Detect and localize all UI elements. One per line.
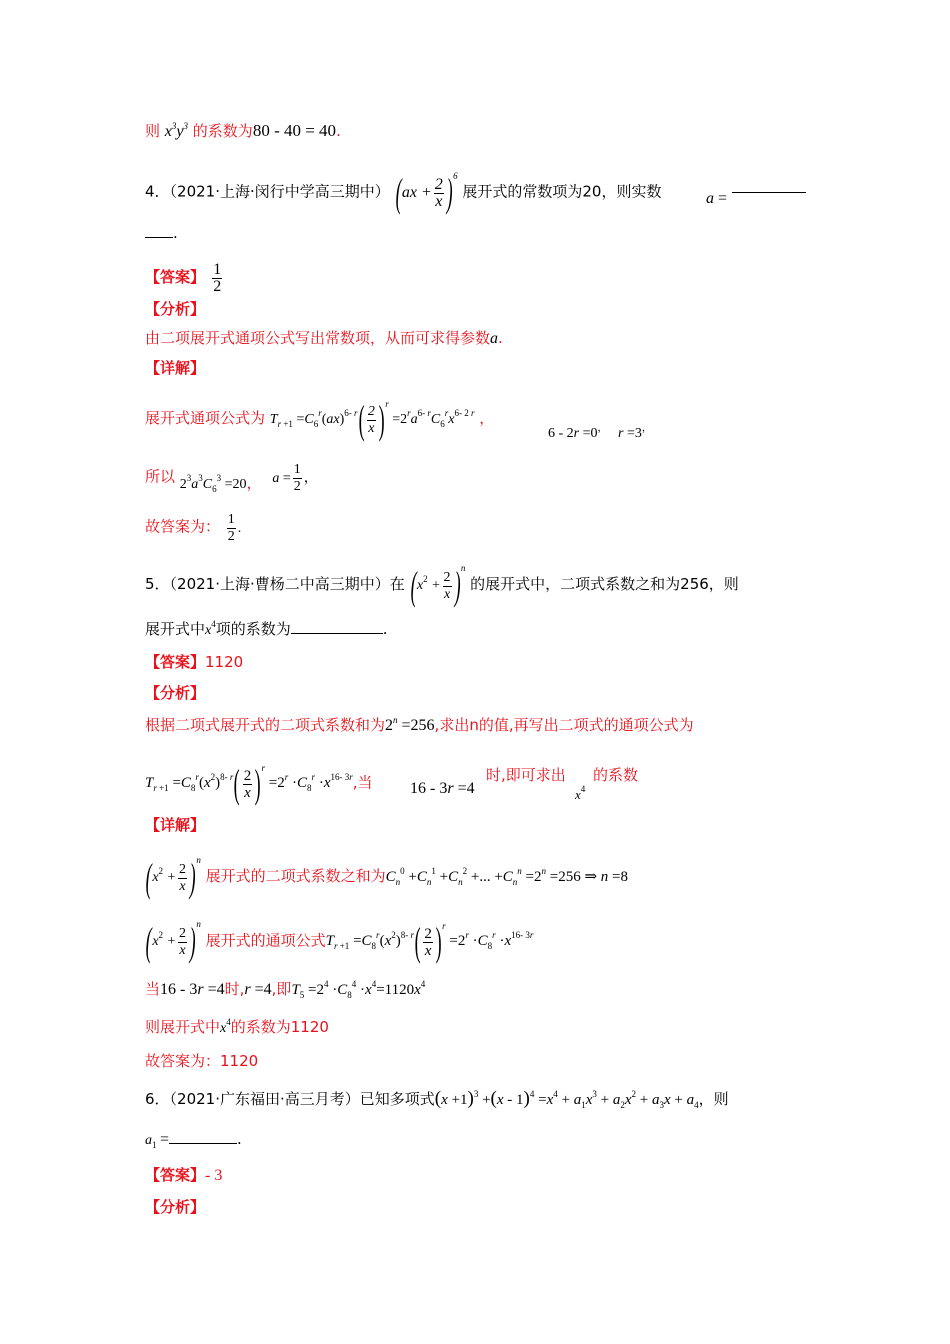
q6-answer-value: - 3 [205, 1167, 223, 1184]
q4-line2 [145, 222, 178, 244]
prev-calc: 80 - 40 = 40 [252, 121, 337, 140]
q4-var-a: a [706, 190, 714, 207]
q5-analysis-n: n [469, 716, 479, 734]
q5-2n: $2^n =256$ [385, 715, 435, 734]
q5-detail-line4a: 则展开式中 [145, 1018, 221, 1036]
q5-analysis-cond: 16 - 3r =4 [410, 780, 475, 797]
q5-analysis-text3: 的值,再写出二项式的通项公式为 [478, 716, 694, 734]
q5-stem [145, 563, 739, 608]
q5-analysis-text1: 根据二项式展开式的二项式系数和为 [145, 716, 386, 734]
q5-analysis-line2 [145, 761, 373, 806]
q5-source: （2021·上海·曹杨二中高三期中）在 [169, 575, 405, 594]
q4-blank-2[interactable] [145, 225, 173, 238]
q4-blank-1[interactable] [732, 180, 806, 193]
math-x3y3: $x^3y^3$ [164, 121, 189, 140]
q5-answer [145, 651, 243, 673]
q5-analysis-term: $T_{r +1} =C_8^r(x^2)^{8- r}$( $\frac{2}{x}$ )$^r =2^r \cdot C_8^r \cdot x^{16- 3r}$ [145, 761, 353, 806]
q5-analysis-then [486, 764, 566, 786]
q4-analysis-text [145, 327, 503, 350]
q5-blank[interactable] [291, 621, 383, 634]
q6-eq: = [160, 1131, 170, 1148]
q4-final: $\frac{1}{2}$ . [227, 512, 242, 544]
prev-dot: . [336, 122, 341, 140]
q4-analysis-label: 【分析】 [145, 300, 206, 318]
q5-x4: $x^4$ [205, 619, 216, 638]
q5-analysis-coef [593, 764, 638, 786]
q5-detail-line3 [145, 978, 425, 1001]
q5-detail-line3b: 时, [224, 980, 245, 998]
q6-a1: $a_1$ [145, 1133, 157, 1150]
q5-detail-x4: $x^4$ [220, 1017, 231, 1036]
q5-detail-line5 [145, 1050, 258, 1072]
q5-stem-text: 的展开式中，二项式系数之和为256，则 [470, 575, 739, 594]
q4-source: （2021·上海·闵行中学高三期中） [169, 182, 390, 201]
q5-number: 5． [145, 575, 170, 594]
q5-analysis-x4: $x^4$ [575, 784, 586, 802]
q5-line2 [145, 618, 388, 642]
q5-analysis-when: ,当 [352, 773, 373, 792]
q5-detail-line1-text: 展开式的二项式系数之和为 [205, 867, 386, 886]
q4-eq: = [718, 190, 728, 207]
q6-polynomial: $(x +1)^3 +(x - 1)^4 =x^4 + a_1x^3 + a_2x^2 + a_3x + a_4$ [434, 1088, 699, 1110]
q5-analysis-then-text: 时,即可求出 [486, 766, 566, 784]
q6-number: 6． [145, 1090, 170, 1108]
q5-detail-line3a: 当 [145, 980, 161, 998]
q5-detail-line5-label: 故答案为： [145, 1052, 221, 1070]
q5-detail-line5-value: 1120 [220, 1052, 259, 1070]
q5-detail-label: 【详解】 [145, 816, 206, 834]
q5-analysis-label: 【分析】 [145, 684, 206, 702]
q6-dot: . [237, 1130, 242, 1148]
q4-detail-line3 [145, 512, 241, 545]
q4-stem-text: 展开式的常数项为20，则实数 [462, 182, 662, 201]
q5-detail-line3c: ,即 [271, 980, 292, 998]
q4-answer-label: 【答案】 [145, 268, 206, 287]
q4-detail-line2-text: 所以 [145, 467, 176, 486]
q4-answer-value: $\frac{1}{2}$ [213, 261, 222, 295]
q5-line2b: 项的系数为 [215, 620, 291, 638]
q5-detail-cond: 16 - 3r =4 [160, 981, 225, 998]
q4-stem [145, 170, 662, 215]
prev-tail: 的系数为 [192, 122, 253, 140]
q6-stem [145, 1088, 729, 1111]
q4-answer [145, 262, 224, 295]
q4-detail-line1: 展开式通项公式为 $T_{r +1} =C_6^r(ax)^{6- r}$( $\frac{2}{x}$ )$^r =2^ra^{6- r}C_6^rx^{6- 2 r}$ ， [145, 397, 495, 442]
q4-detail-line2: 所以 $2^3a^3C_6^3 =20$， a = $\frac{1}{2}$ ， [145, 462, 318, 494]
q5-expression: ($x^2$ + $\frac{2}{x}$ )$^n$ [410, 563, 466, 608]
q5-detail-line2 [145, 919, 534, 965]
q5-answer-label: 【答案】 [145, 653, 206, 671]
q5-detail-sum: $C_n^0 +C_n^1 +C_n^2$ +... $+C_n^n =2^n =256$ ⇒ n =8 [385, 866, 629, 888]
q4-detail-eq: $2^3a^3C_6^3 =20$ [179, 472, 247, 494]
q6-tail: ，则 [698, 1090, 729, 1108]
prev-conclusion [145, 120, 341, 143]
q4-number: 4． [145, 182, 170, 201]
q4-detail-label: 【详解】 [145, 359, 206, 377]
q6-answer [145, 1164, 222, 1187]
q4-expression: (ax + $\frac{2}{x}$ )$^6$ [395, 170, 458, 215]
q4-detail-a: a = $\frac{1}{2}$ ， [272, 462, 318, 494]
q4-detail-line1-text: 展开式通项公式为 [145, 409, 266, 428]
q6-analysis-label: 【分析】 [145, 1198, 206, 1216]
q5-analysis-text2: ,求出 [434, 716, 470, 734]
q5-line2a: 展开式中 [145, 620, 206, 638]
q5-detail-r: r =4 [244, 981, 272, 998]
prev-text: 则 [145, 122, 161, 140]
q6-source: （2021·广东福田·高三月考）已知多项式 [169, 1090, 435, 1108]
q5-answer-value: 1120 [205, 653, 244, 671]
q5-detail-expr2: ($x^2$ + $\frac{2}{x}$ )$^n$ [145, 919, 201, 965]
q6-blank[interactable] [169, 1131, 237, 1144]
q5-tail: . [382, 620, 388, 638]
q5-detail-line4 [145, 1016, 329, 1040]
q5-detail-line4b: 的系数为1120 [230, 1018, 329, 1036]
q4-analysis-body: 由二项展开式通项公式写出常数项，从而可求得参数 [145, 329, 491, 347]
q5-detail-expr1: ($x^2$ + $\frac{2}{x}$ )$^n$ [145, 855, 201, 900]
q4-general-term: $T_{r +1} =C_6^r(ax)^{6- r}$( $\frac{2}{x}$ )$^r =2^ra^{6- r}C_6^rx^{6- 2 r}$ [269, 397, 475, 442]
q6-answer-label: 【答案】 [145, 1166, 206, 1184]
q4-analysis-var: a [490, 330, 499, 347]
q5-detail-t5: $T_5 =2^4 \cdot C_8^4 \cdot x^4=1120x^4$ [291, 979, 426, 1000]
q5-detail-line1 [145, 855, 629, 900]
q5-analysis-coef-text: 的系数 [593, 766, 639, 784]
q6-line2 [145, 1128, 242, 1152]
q4-tail: . [173, 224, 178, 242]
q4-var [706, 190, 727, 208]
q5-detail-term: $T_{r +1} =C_8^r(x^2)^{8- r}$( $\frac{2}{x}$ )$^r =2^r \cdot C_8^r \cdot x^{16- 3r}$ [325, 919, 534, 964]
q4-detail-line3-text: 故答案为： [145, 517, 221, 536]
q5-detail-line2-text: 展开式的通项公式 [205, 931, 326, 950]
q5-analysis-line1 [145, 714, 694, 737]
q4-detail-cond: 6 - 2r =0， r =3， [548, 423, 652, 441]
q4-analysis-dot: . [498, 329, 503, 347]
